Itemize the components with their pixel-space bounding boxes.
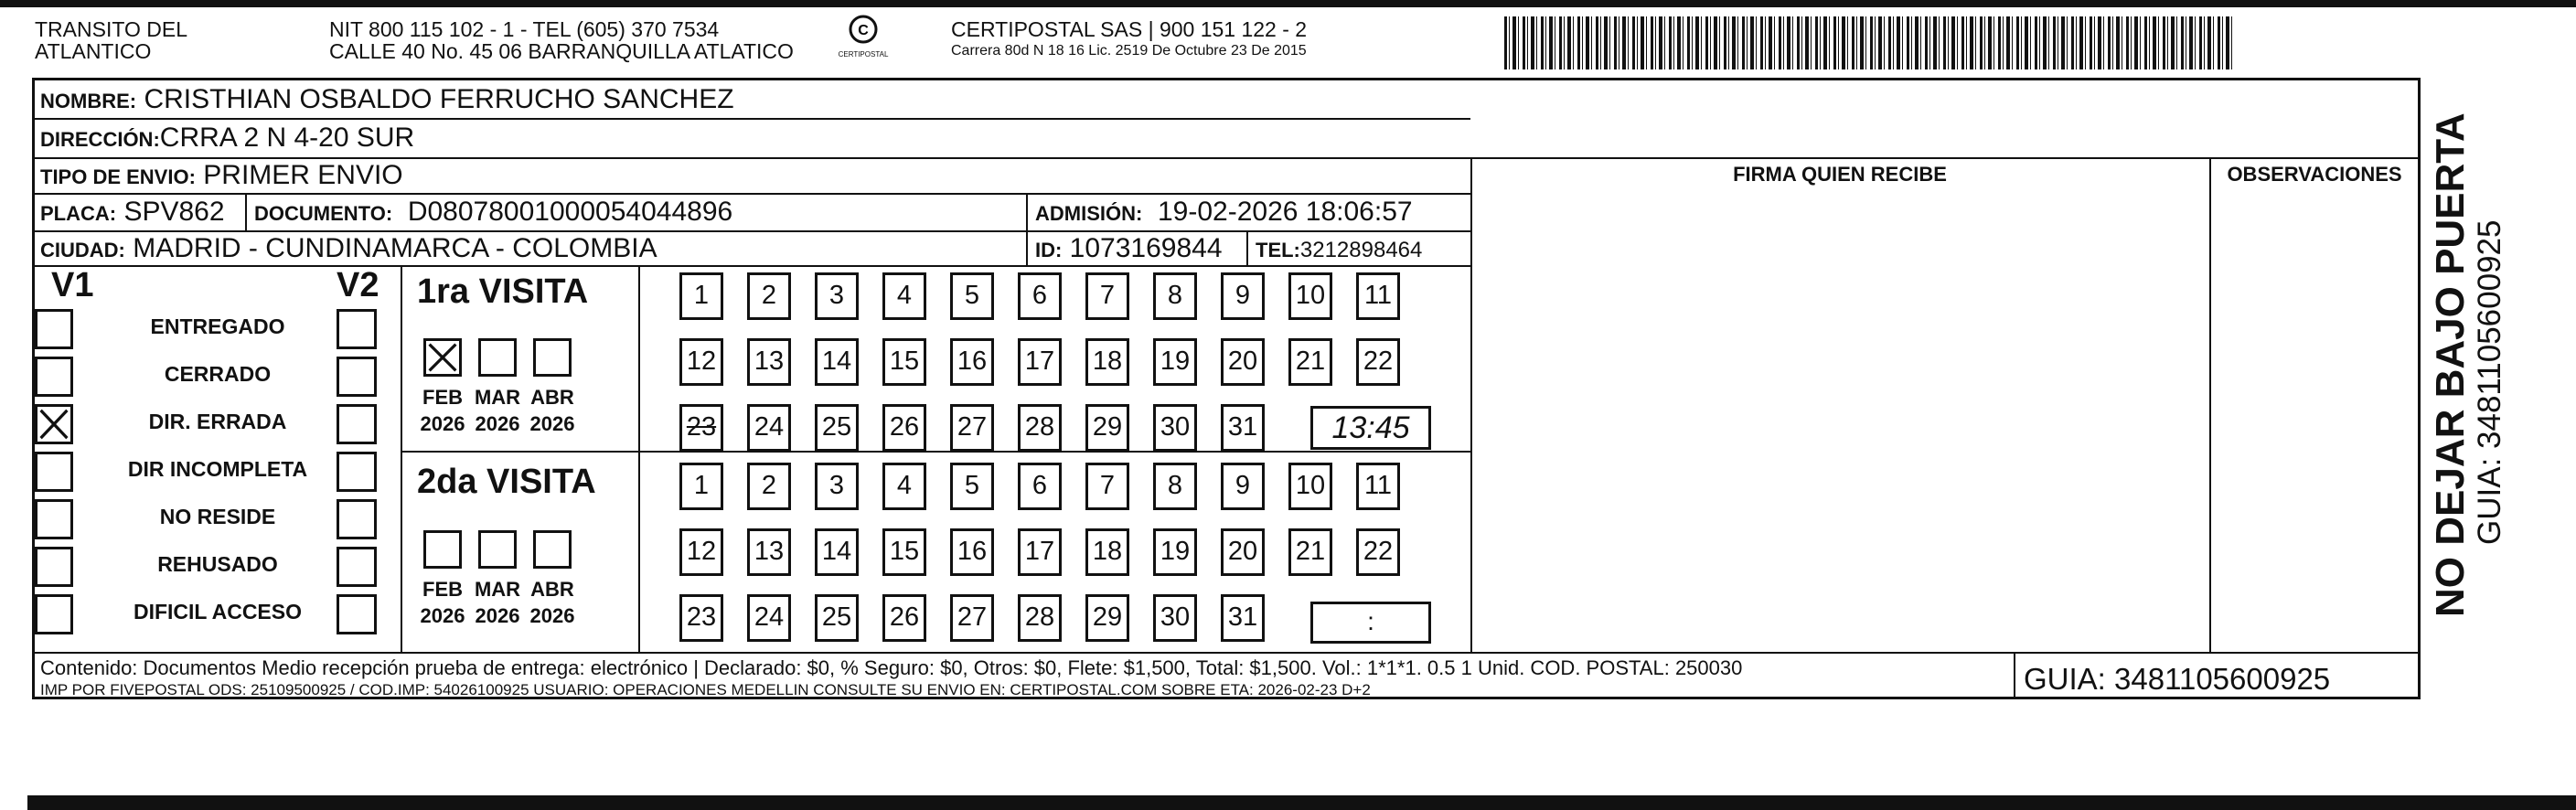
issuer-name: TRANSITO DEL ATLANTICO: [35, 17, 187, 63]
col-divider: [1246, 230, 1248, 265]
day-box[interactable]: 1: [679, 463, 723, 510]
plate-field: PLACA: SPV862: [40, 197, 225, 227]
day-box[interactable]: 17: [1018, 528, 1062, 576]
svg-text:C: C: [858, 23, 869, 38]
row-divider: [35, 230, 1470, 232]
signature-area[interactable]: [1474, 196, 2207, 650]
day-box[interactable]: 15: [882, 528, 926, 576]
month-checkbox[interactable]: [478, 530, 517, 569]
second-visit-title: 2da VISITA: [417, 463, 596, 501]
v2-checkbox[interactable]: [337, 594, 377, 634]
day-box[interactable]: 1: [679, 272, 723, 320]
v1-checkbox[interactable]: [35, 594, 73, 634]
day-box[interactable]: 21: [1288, 338, 1332, 386]
side-guide-number: GUIA: 3481105600925: [2472, 219, 2507, 545]
col-divider: [245, 193, 247, 230]
month-year: 2026: [420, 604, 465, 627]
month-checkbox[interactable]: [423, 338, 462, 377]
month-label: [525, 576, 580, 629]
day-box[interactable]: 27: [950, 594, 994, 642]
day-box[interactable]: 3: [815, 463, 859, 510]
col-divider: [2209, 157, 2211, 652]
month-checkbox[interactable]: [423, 530, 462, 569]
signature-header: FIRMA QUIEN RECIBE: [1733, 163, 1947, 186]
courier-info: CERTIPOSTAL SAS | 900 151 122 - 2 Carrera 80d N 18 16 Lic. 2519 De Octubre 23 De 2015: [951, 17, 1308, 59]
v2-checkbox[interactable]: [337, 499, 377, 539]
day-box[interactable]: 17: [1018, 338, 1062, 386]
city-field: CIUDAD: MADRID - CUNDINAMARCA - COLOMBIA: [40, 233, 657, 263]
month-label: [470, 576, 525, 629]
day-box[interactable]: 10: [1288, 463, 1332, 510]
v2-checkbox[interactable]: [337, 452, 377, 492]
day-box[interactable]: 18: [1085, 528, 1129, 576]
day-box[interactable]: 11: [1356, 463, 1400, 510]
day-box[interactable]: 27: [950, 404, 994, 452]
month-name: FEB: [422, 578, 463, 601]
row-divider: [35, 193, 1470, 195]
admission-field: ADMISIÓN: 19-02-2026 18:06:57: [1035, 197, 1413, 227]
status-label: DIR. ERRADA: [148, 410, 287, 433]
observations-header: OBSERVACIONES: [2227, 163, 2402, 186]
day-box[interactable]: 3: [815, 272, 859, 320]
day-box[interactable]: 31: [1221, 594, 1265, 642]
certipostal-logo: C CERTIPOSTAL: [837, 15, 890, 59]
col-divider: [2014, 652, 2015, 699]
shipping-form: [32, 78, 2421, 699]
day-box[interactable]: 24: [747, 404, 791, 452]
row-divider: [35, 157, 2418, 159]
v2-checkbox[interactable]: [337, 547, 377, 587]
day-box[interactable]: 12: [679, 528, 723, 576]
day-box[interactable]: 29: [1085, 404, 1129, 452]
month-label: [415, 576, 470, 629]
month-checkbox[interactable]: [533, 530, 572, 569]
second-visit-time[interactable]: :: [1310, 602, 1431, 644]
day-box[interactable]: 14: [815, 528, 859, 576]
v2-checkbox[interactable]: [337, 357, 377, 397]
day-box[interactable]: 21: [1288, 528, 1332, 576]
month-checkbox[interactable]: [533, 338, 572, 377]
month-year: 2026: [475, 412, 520, 435]
col-divider: [1470, 157, 1472, 652]
day-box[interactable]: 23: [679, 404, 723, 452]
status-label: CERRADO: [164, 362, 272, 386]
day-box[interactable]: 19: [1153, 528, 1197, 576]
day-box[interactable]: 26: [882, 594, 926, 642]
day-box[interactable]: 9: [1221, 463, 1265, 510]
day-box[interactable]: 23: [679, 594, 723, 642]
day-box[interactable]: 13: [747, 338, 791, 386]
month-label: [470, 384, 525, 437]
day-box[interactable]: 16: [950, 338, 994, 386]
day-box[interactable]: 22: [1356, 338, 1400, 386]
col-divider: [638, 265, 640, 652]
day-box[interactable]: 14: [815, 338, 859, 386]
document-field: DOCUMENTO: D08078001000054044896: [254, 197, 733, 227]
v1-checkbox[interactable]: [35, 404, 73, 444]
v2-checkbox[interactable]: [337, 309, 377, 349]
day-box[interactable]: 15: [882, 338, 926, 386]
tel-field: TEL:3212898464: [1256, 238, 1423, 262]
month-label: [525, 384, 580, 437]
month-year: 2026: [420, 412, 465, 435]
day-box[interactable]: 7: [1085, 463, 1129, 510]
first-visit-title: 1ra VISITA: [417, 272, 589, 311]
month-checkbox[interactable]: [478, 338, 517, 377]
day-box[interactable]: 16: [950, 528, 994, 576]
v1-checkbox[interactable]: [35, 357, 73, 397]
month-name: ABR: [530, 578, 574, 601]
row-divider: [35, 118, 1470, 120]
month-year: 2026: [529, 604, 575, 627]
day-box[interactable]: 5: [950, 272, 994, 320]
footer-divider: [35, 652, 2418, 654]
day-box[interactable]: 11: [1356, 272, 1400, 320]
day-box[interactable]: 25: [815, 404, 859, 452]
day-box[interactable]: 5: [950, 463, 994, 510]
address-field: DIRECCIÓN:CRRA 2 N 4-20 SUR: [40, 123, 415, 153]
day-box[interactable]: 2: [747, 463, 791, 510]
day-box[interactable]: 30: [1153, 594, 1197, 642]
day-box[interactable]: 26: [882, 404, 926, 452]
day-box[interactable]: 28: [1018, 404, 1062, 452]
day-box[interactable]: 10: [1288, 272, 1332, 320]
col-divider: [1026, 193, 1028, 265]
day-box[interactable]: 22: [1356, 528, 1400, 576]
day-box[interactable]: 7: [1085, 272, 1129, 320]
status-label: DIFICIL ACCESO: [133, 600, 302, 623]
month-name: FEB: [422, 386, 463, 409]
month-year: 2026: [529, 412, 575, 435]
day-box[interactable]: 29: [1085, 594, 1129, 642]
day-box[interactable]: 8: [1153, 463, 1197, 510]
no-under-door-warning: NO DEJAR BAJO PUERTA: [2428, 112, 2473, 617]
v1-checkbox[interactable]: [35, 499, 73, 539]
day-box[interactable]: 6: [1018, 272, 1062, 320]
month-name: ABR: [530, 386, 574, 409]
content-details: Contenido: Documentos Medio recepción prueba de entrega: electrónico | Declarado: $0, % Seguro: $0, Otros: $0, Flete: $1,500, Total: $1,500. Vol.: 1*1*1. 0.5 1 Unid. COD. POSTAL: 250030: [40, 656, 1743, 679]
day-box[interactable]: 13: [747, 528, 791, 576]
month-year: 2026: [475, 604, 520, 627]
day-box[interactable]: 20: [1221, 338, 1265, 386]
barcode: [1504, 16, 2236, 69]
day-box[interactable]: 28: [1018, 594, 1062, 642]
guide-number: GUIA: 3481105600925: [2024, 662, 2331, 696]
day-box[interactable]: 4: [882, 463, 926, 510]
day-box[interactable]: 31: [1221, 404, 1265, 452]
day-box[interactable]: 6: [1018, 463, 1062, 510]
top-border: [0, 0, 2576, 7]
day-box[interactable]: 12: [679, 338, 723, 386]
day-box[interactable]: 19: [1153, 338, 1197, 386]
day-box[interactable]: 4: [882, 272, 926, 320]
first-visit-time[interactable]: 13:45: [1310, 406, 1431, 450]
day-box[interactable]: 2: [747, 272, 791, 320]
v1-checkbox[interactable]: [35, 547, 73, 587]
observations-area[interactable]: [2213, 196, 2416, 650]
day-box[interactable]: 8: [1153, 272, 1197, 320]
month-name: MAR: [474, 578, 521, 601]
day-box[interactable]: 18: [1085, 338, 1129, 386]
name-field: NOMBRE: CRISTHIAN OSBALDO FERRUCHO SANCHEZ: [40, 84, 734, 114]
v1-checkbox[interactable]: [35, 452, 73, 492]
status-label: ENTREGADO: [150, 314, 285, 338]
v2-checkbox[interactable]: [337, 404, 377, 444]
day-box[interactable]: 30: [1153, 404, 1197, 452]
day-box[interactable]: 20: [1221, 528, 1265, 576]
day-box[interactable]: 9: [1221, 272, 1265, 320]
status-label: REHUSADO: [157, 552, 278, 576]
bottom-border: [27, 795, 2576, 810]
day-box[interactable]: 24: [747, 594, 791, 642]
status-label: DIR INCOMPLETA: [127, 457, 308, 481]
row-divider: [35, 265, 1470, 267]
status-label: NO RESIDE: [159, 505, 276, 528]
type-field: TIPO DE ENVIO: PRIMER ENVIO: [40, 160, 403, 190]
month-name: MAR: [474, 386, 521, 409]
v1-label: V1: [51, 266, 94, 304]
visit-divider: [401, 451, 1470, 453]
v1-checkbox[interactable]: [35, 309, 73, 349]
col-divider: [401, 265, 402, 652]
issuer-contact: NIT 800 115 102 - 1 - TEL (605) 370 7534 CALLE 40 No. 45 06 BARRANQUILLA ATLATICO: [329, 17, 794, 63]
id-field: ID: 1073169844: [1035, 233, 1223, 263]
month-label: [415, 384, 470, 437]
print-details: IMP POR FIVEPOSTAL ODS: 25109500925 / COD.IMP: 54026100925 USUARIO: OPERACIONES MEDELLIN CONSULTE SU ENVIO EN: CERTIPOSTAL.COM SOBRE ETA: 2026-02-23 D+2: [40, 681, 1371, 698]
day-box[interactable]: 25: [815, 594, 859, 642]
v2-label: V2: [337, 266, 379, 304]
